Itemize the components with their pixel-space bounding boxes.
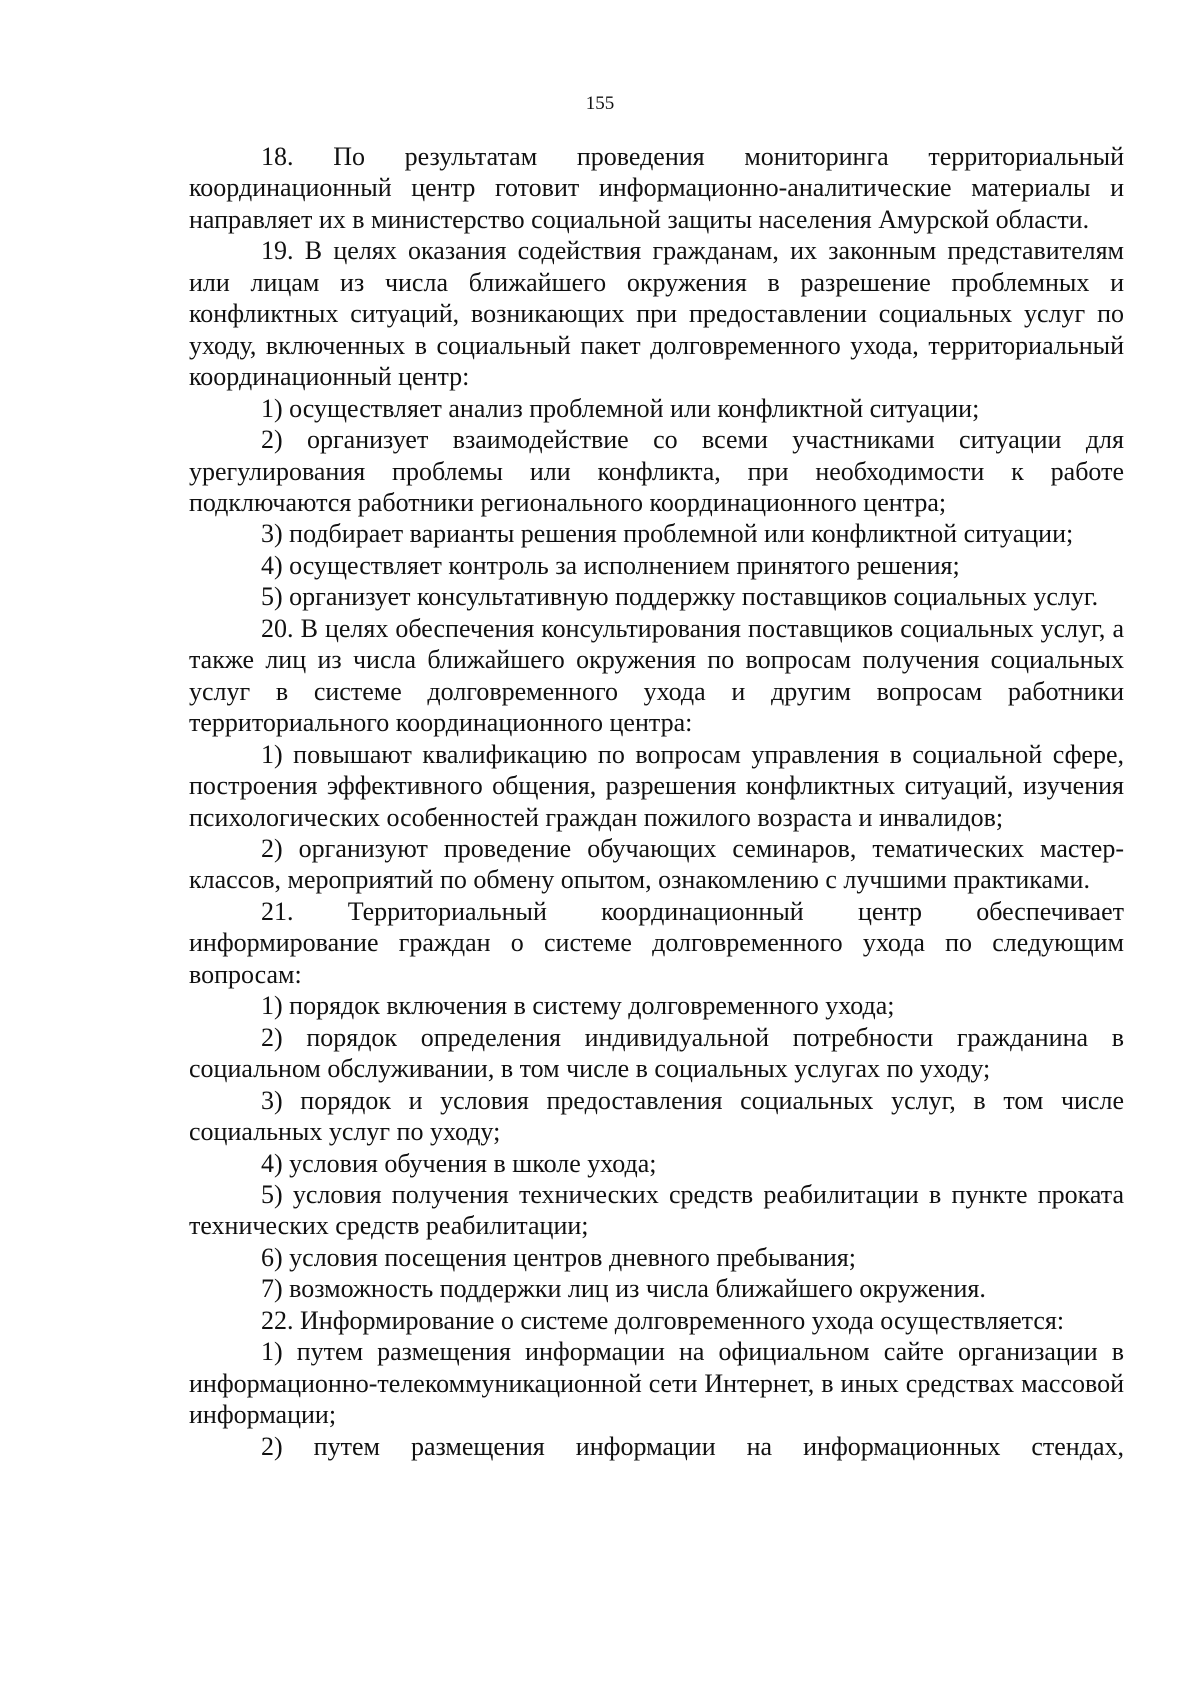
list-item-21-1: 1) порядок включения в систему долговременного ухода;: [261, 991, 895, 1021]
list-item-21-2: 2) порядок определения индивидуальной потребности гражданина в социальном обслуживании, в том числе в социальных услугах по уходу;: [189, 1022, 1124, 1084]
paragraph-20: 20. В целях обеспечения консультирования поставщиков социальных услуг, а также лиц из числа ближайшего окружения по вопросам получения социальных услуг в системе долговременного ухода и другим вопросам работники территориального координационного центра:: [189, 613, 1124, 738]
document-body: [189, 141, 1124, 1462]
list-item-20-2: 2) организуют проведение обучающих семинаров, тематических мастер-классов, мероприятий по обмену опытом, ознакомлению с лучшими практиками.: [189, 833, 1124, 895]
paragraph-22: 22. Информирование о системе долговременного ухода осуществляется:: [261, 1305, 1065, 1335]
list-item-20-1: 1) повышают квалификацию по вопросам управления в социальной сфере, построения эффективного общения, разрешения конфликтных ситуаций, изучения психологических особенностей граждан пожилого возраста и инвалидов;: [189, 739, 1124, 832]
list-item-21-3: 3) порядок и условия предоставления социальных услуг, в том числе социальных услуг по уходу;: [189, 1085, 1124, 1147]
list-item-19-4: 4) осуществляет контроль за исполнением принятого решения;: [261, 550, 960, 580]
list-item-19-5: 5) организует консультативную поддержку поставщиков социальных услуг.: [261, 582, 1099, 612]
page-number: 155: [585, 93, 615, 114]
paragraph-18: 18. По результатам проведения мониторинга территориальный координационный центр готовит информационно-аналитические материалы и направляет их в министерство социальной защиты населения Амурской области.: [189, 142, 1124, 234]
list-item-21-4: 4) условия обучения в школе ухода;: [261, 1148, 657, 1178]
list-item-21-5: 5) условия получения технических средств реабилитации в пункте проката технических средств реабилитации;: [189, 1179, 1124, 1241]
list-item-19-3: 3) подбирает варианты решения проблемной или конфликтной ситуации;: [261, 519, 1074, 549]
list-item-22-1: 1) путем размещения информации на официальном сайте организации в информационно-телекоммуникационной сети Интернет, в иных средствах массовой информации;: [189, 1337, 1124, 1430]
list-item-21-6: 6) условия посещения центров дневного пребывания;: [261, 1242, 856, 1272]
paragraph-19: 19. В целях оказания содействия гражданам, их законным представителям или лицам из числа ближайшего окружения в разрешение проблемных и конфликтных ситуаций, возникающих при предоставлении социальных услуг по уходу, включенных в социальный пакет долговременного ухода, территориальный координационный центр:: [189, 236, 1124, 392]
list-item-22-2: 2) путем размещения информации на информационных стендах,: [261, 1431, 1124, 1461]
list-item-19-1: 1) осуществляет анализ проблемной или конфликтной ситуации;: [261, 393, 980, 423]
paragraph-21: 21. Территориальный координационный центр обеспечивает информирование граждан о системе долговременного ухода по следующим вопросам:: [189, 896, 1124, 989]
list-item-21-7: 7) возможность поддержки лиц из числа ближайшего окружения.: [261, 1274, 986, 1304]
list-item-19-2: 2) организует взаимодействие со всеми участниками ситуации для урегулирования проблемы или конфликта, при необходимости к работе подключаются работники регионального координационного центра;: [189, 425, 1124, 517]
